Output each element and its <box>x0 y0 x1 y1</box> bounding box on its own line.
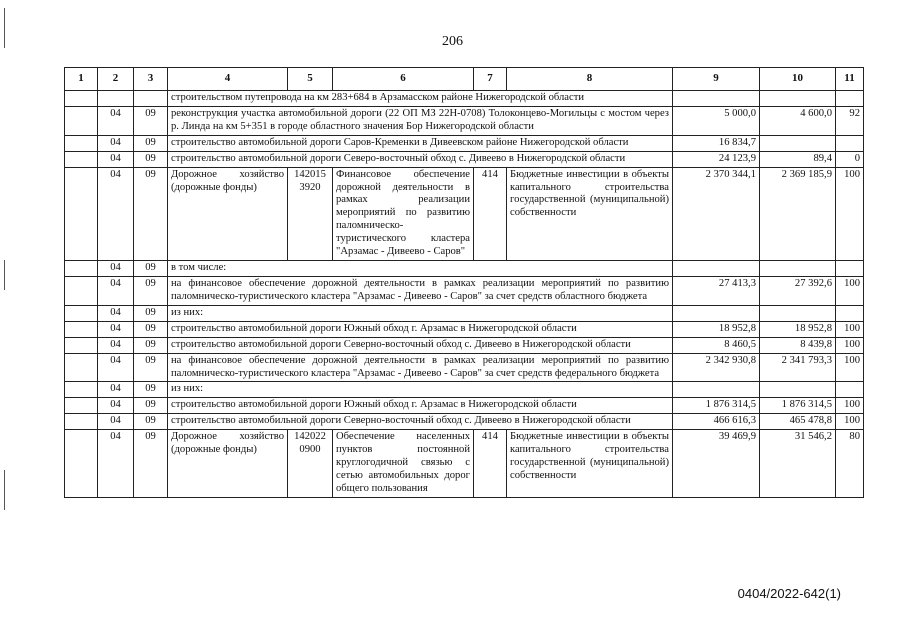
cell-subsection-code: 09 <box>134 305 168 321</box>
cell-planned: 16 834,7 <box>673 135 760 151</box>
table-row <box>65 414 864 430</box>
cell-percent: 100 <box>836 414 864 430</box>
table-row <box>65 261 864 277</box>
cell-percent: 100 <box>836 167 864 260</box>
cell-actual: 27 392,6 <box>760 276 836 305</box>
cell-actual: 465 478,8 <box>760 414 836 430</box>
cell-section <box>65 106 98 135</box>
cell-section <box>65 305 98 321</box>
table-row <box>65 167 864 260</box>
cell-section-code: 04 <box>98 353 134 382</box>
cell-planned: 27 413,3 <box>673 276 760 305</box>
cell-expense-name: Бюджетные инвестиции в объекты капитального строительства государственной (муниципальной) собственности <box>507 430 673 498</box>
cell-purpose: Обеспечение населенных пунктов постоянной круглогодичной связью с сетью автомобильных дорог общего пользования <box>333 430 474 498</box>
cell-percent: 100 <box>836 337 864 353</box>
cell-description: строительство автомобильной дороги Саров-Кременки в Дивеевском районе Нижегородской области <box>168 135 673 151</box>
column-header: 8 <box>507 68 673 91</box>
cell-planned: 8 460,5 <box>673 337 760 353</box>
cell-percent: 0 <box>836 151 864 167</box>
margin-mark <box>4 470 5 510</box>
column-header: 7 <box>474 68 507 91</box>
cell-subsection-code: 09 <box>134 106 168 135</box>
cell-subsection-code: 09 <box>134 382 168 398</box>
cell-subsection-code: 09 <box>134 398 168 414</box>
cell-planned: 5 000,0 <box>673 106 760 135</box>
table-row <box>65 398 864 414</box>
cell-section <box>65 353 98 382</box>
cell-section-code: 04 <box>98 382 134 398</box>
cell-planned <box>673 261 760 277</box>
cell-actual: 2 341 793,3 <box>760 353 836 382</box>
cell-planned <box>673 305 760 321</box>
cell-planned: 2 342 930,8 <box>673 353 760 382</box>
cell-section <box>65 337 98 353</box>
cell-planned: 18 952,8 <box>673 321 760 337</box>
column-header: 5 <box>288 68 333 91</box>
cell-percent: 80 <box>836 430 864 498</box>
cell-section <box>65 167 98 260</box>
cell-subsection-code: 09 <box>134 151 168 167</box>
cell-actual: 89,4 <box>760 151 836 167</box>
cell-percent <box>836 261 864 277</box>
cell-description: строительство автомобильной дороги Северно-восточный обход с. Дивеево в Нижегородской области <box>168 414 673 430</box>
cell-purpose: Финансовое обеспечение дорожной деятельности в рамках реализации мероприятий по развитию паломническо-туристического кластера "Арзамас - Дивеево - Саров" <box>333 167 474 260</box>
cell-subsection-code: 09 <box>134 337 168 353</box>
table-row <box>65 321 864 337</box>
cell-actual <box>760 305 836 321</box>
cell-expense-type: 414 <box>474 167 507 260</box>
cell-subsection-code: 09 <box>134 276 168 305</box>
cell-description: из них: <box>168 305 673 321</box>
cell-section-code: 04 <box>98 276 134 305</box>
cell-section <box>65 398 98 414</box>
cell-section <box>65 321 98 337</box>
cell-description: реконструкция участка автомобильной дороги (22 ОП МЗ 22Н-0708) Толоконцево-Могильцы с мостом через р. Линда на км 5+351 в городе областного значения Бор Нижегородской области <box>168 106 673 135</box>
cell-fund-name: Дорожное хозяйство (дорожные фонды) <box>168 430 288 498</box>
cell-section <box>65 276 98 305</box>
cell-description: строительством путепровода на км 283+684 в Арзамасском районе Нижегородской области <box>168 91 673 107</box>
cell-section-code: 04 <box>98 430 134 498</box>
cell-section-code: 04 <box>98 321 134 337</box>
cell-planned: 39 469,9 <box>673 430 760 498</box>
cell-section <box>65 430 98 498</box>
cell-actual: 1 876 314,5 <box>760 398 836 414</box>
cell-subsection-code <box>134 91 168 107</box>
cell-planned: 1 876 314,5 <box>673 398 760 414</box>
page-number: 206 <box>442 34 463 49</box>
cell-planned: 2 370 344,1 <box>673 167 760 260</box>
cell-percent: 100 <box>836 321 864 337</box>
cell-planned: 24 123,9 <box>673 151 760 167</box>
cell-section <box>65 151 98 167</box>
cell-section-code: 04 <box>98 135 134 151</box>
cell-description: строительство автомобильной дороги Северно-восточный обход с. Дивеево в Нижегородской области <box>168 337 673 353</box>
table-row <box>65 151 864 167</box>
cell-actual <box>760 382 836 398</box>
cell-percent <box>836 382 864 398</box>
cell-subsection-code: 09 <box>134 167 168 260</box>
cell-target-code: 142022 0900 <box>288 430 333 498</box>
cell-subsection-code: 09 <box>134 353 168 382</box>
column-header: 11 <box>836 68 864 91</box>
cell-description: в том числе: <box>168 261 673 277</box>
table-row <box>65 135 864 151</box>
column-header: 6 <box>333 68 474 91</box>
column-header: 3 <box>134 68 168 91</box>
cell-fund-name: Дорожное хозяйство (дорожные фонды) <box>168 167 288 260</box>
table-row <box>65 337 864 353</box>
cell-section-code: 04 <box>98 414 134 430</box>
cell-expense-name: Бюджетные инвестиции в объекты капитального строительства государственной (муниципальной) собственности <box>507 167 673 260</box>
cell-percent: 100 <box>836 398 864 414</box>
cell-percent: 100 <box>836 353 864 382</box>
cell-subsection-code: 09 <box>134 261 168 277</box>
cell-description: из них: <box>168 382 673 398</box>
column-header: 2 <box>98 68 134 91</box>
table-row <box>65 382 864 398</box>
header-row <box>65 68 864 91</box>
cell-section-code: 04 <box>98 106 134 135</box>
document-code: 0404/2022-642(1) <box>737 586 841 601</box>
cell-section <box>65 414 98 430</box>
cell-percent: 92 <box>836 106 864 135</box>
table-row <box>65 106 864 135</box>
cell-description: на финансовое обеспечение дорожной деятельности в рамках реализации мероприятий по развитию паломническо-туристического кластера "Арзамас - Дивеево - Саров" за счет средств областного бюджета <box>168 276 673 305</box>
cell-actual: 2 369 185,9 <box>760 167 836 260</box>
budget-table <box>64 67 864 498</box>
cell-section <box>65 382 98 398</box>
cell-section-code <box>98 91 134 107</box>
cell-actual: 18 952,8 <box>760 321 836 337</box>
cell-section <box>65 135 98 151</box>
cell-actual <box>760 261 836 277</box>
column-header: 4 <box>168 68 288 91</box>
cell-description: строительство автомобильной дороги Южный обход г. Арзамас в Нижегородской области <box>168 321 673 337</box>
cell-actual: 31 546,2 <box>760 430 836 498</box>
cell-description: строительство автомобильной дороги Северо-восточный обход с. Дивеево в Нижегородской области <box>168 151 673 167</box>
cell-actual <box>760 135 836 151</box>
cell-section-code: 04 <box>98 337 134 353</box>
cell-subsection-code: 09 <box>134 414 168 430</box>
table-row <box>65 305 864 321</box>
cell-target-code: 142015 3920 <box>288 167 333 260</box>
cell-planned <box>673 382 760 398</box>
cell-subsection-code: 09 <box>134 430 168 498</box>
cell-percent <box>836 305 864 321</box>
cell-percent: 100 <box>836 276 864 305</box>
column-header: 1 <box>65 68 98 91</box>
column-header: 10 <box>760 68 836 91</box>
cell-section-code: 04 <box>98 261 134 277</box>
table-row <box>65 353 864 382</box>
cell-section-code: 04 <box>98 167 134 260</box>
cell-section <box>65 91 98 107</box>
cell-percent <box>836 135 864 151</box>
margin-mark <box>4 260 5 290</box>
cell-subsection-code: 09 <box>134 135 168 151</box>
cell-actual <box>760 91 836 107</box>
cell-subsection-code: 09 <box>134 321 168 337</box>
cell-description: строительство автомобильной дороги Южный обход г. Арзамас в Нижегородской области <box>168 398 673 414</box>
cell-planned <box>673 91 760 107</box>
margin-mark <box>4 8 5 48</box>
cell-section-code: 04 <box>98 151 134 167</box>
column-header: 9 <box>673 68 760 91</box>
cell-actual: 8 439,8 <box>760 337 836 353</box>
table-row <box>65 91 864 107</box>
cell-section-code: 04 <box>98 398 134 414</box>
cell-description: на финансовое обеспечение дорожной деятельности в рамках реализации мероприятий по развитию паломническо-туристического кластера "Арзамас - Дивеево - Саров" за счет средств федерального бюджета <box>168 353 673 382</box>
cell-actual: 4 600,0 <box>760 106 836 135</box>
cell-section <box>65 261 98 277</box>
table-row <box>65 276 864 305</box>
cell-expense-type: 414 <box>474 430 507 498</box>
cell-section-code: 04 <box>98 305 134 321</box>
cell-percent <box>836 91 864 107</box>
cell-planned: 466 616,3 <box>673 414 760 430</box>
table-row <box>65 430 864 498</box>
